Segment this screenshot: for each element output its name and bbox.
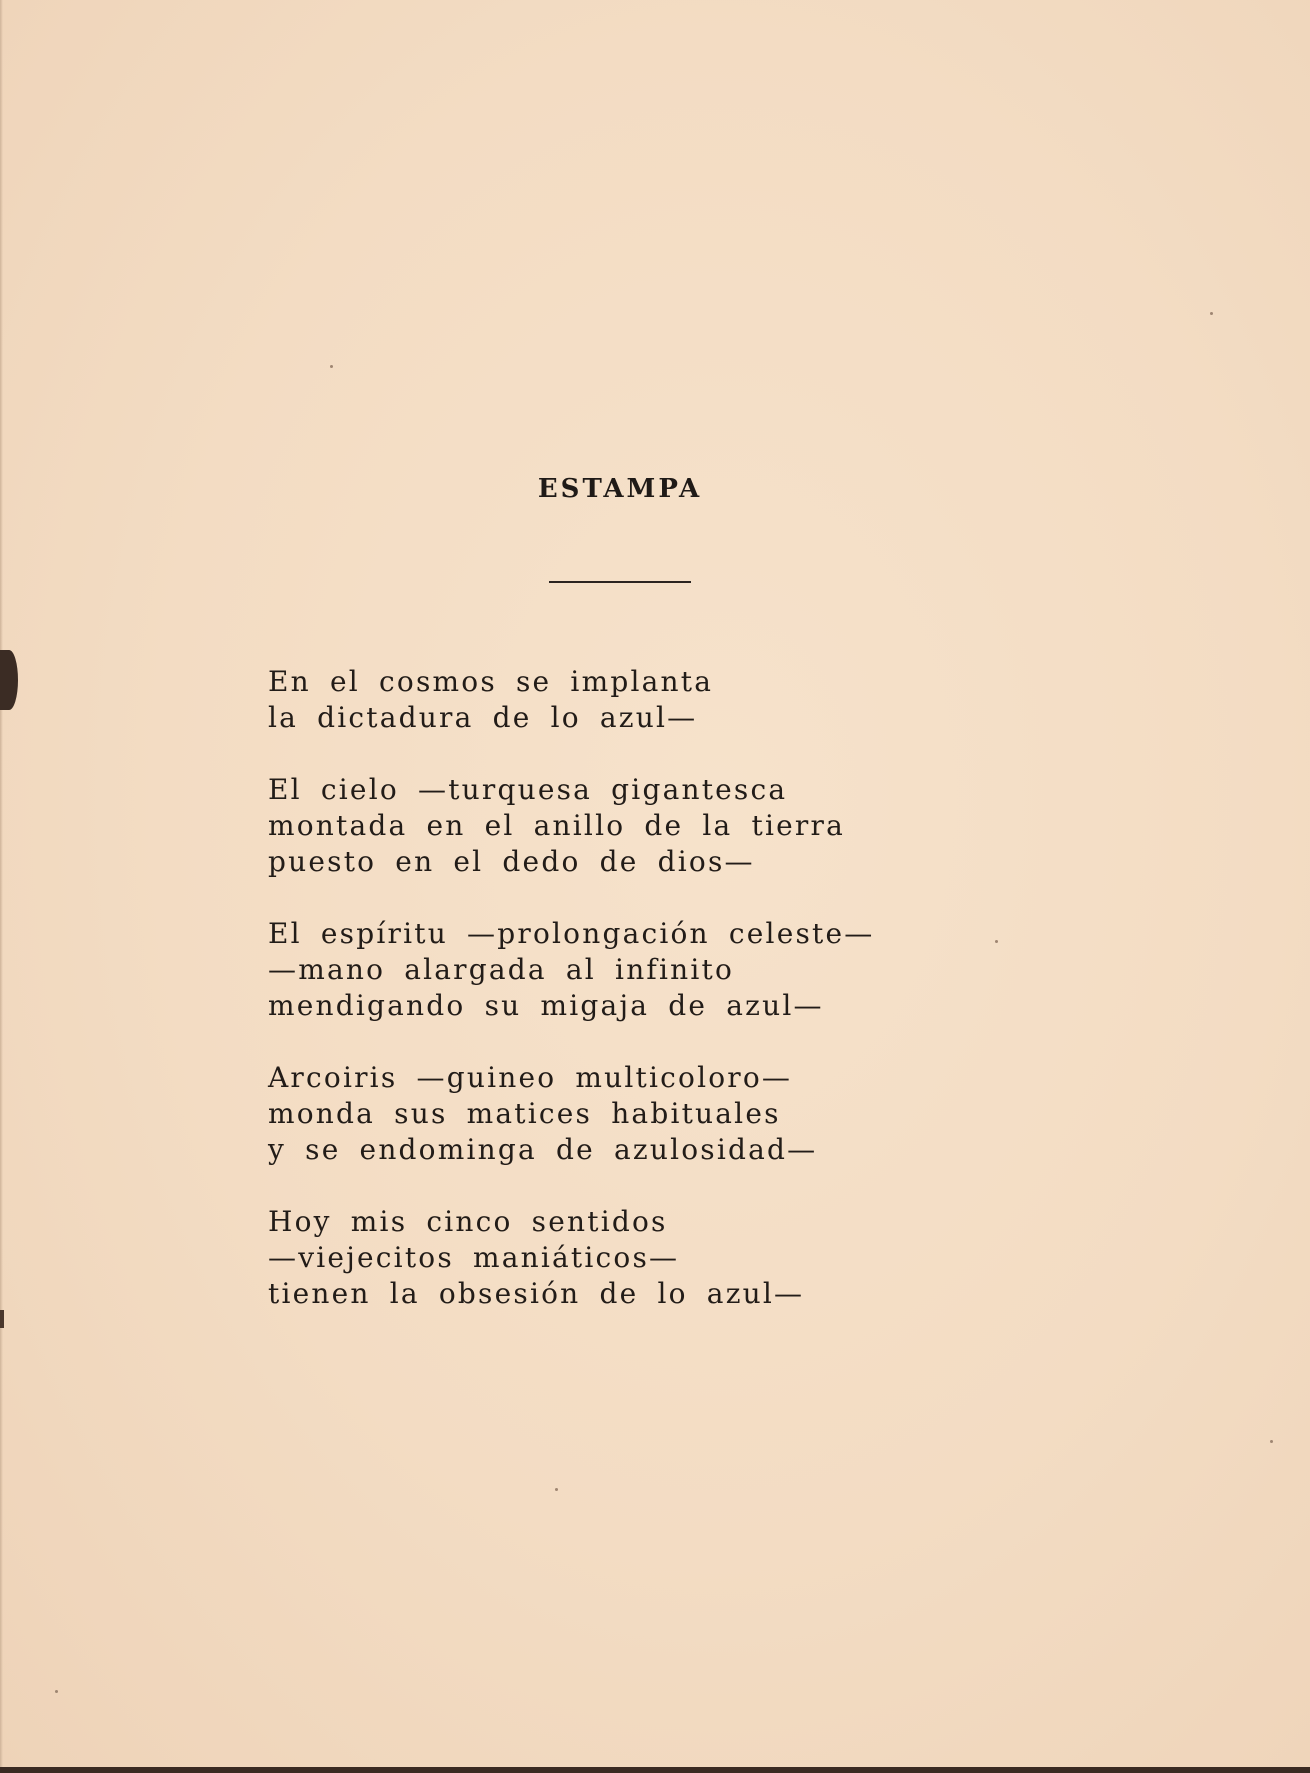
page-edge-shadow — [0, 0, 3, 1773]
poem-line: El espíritu —prolongación celeste— — [268, 917, 875, 950]
poem-line: tienen la obsesión de lo azul— — [268, 1277, 805, 1310]
stanza — [268, 1060, 1248, 1168]
poem-line: —viejecitos maniáticos— — [268, 1241, 680, 1274]
paper-speck — [1270, 1440, 1273, 1443]
poem-line: montada en el anillo de la tierra — [268, 809, 845, 842]
poem-line: y se endominga de azulosidad— — [268, 1133, 818, 1166]
poem-line: Arcoiris —guineo multicoloro— — [268, 1061, 793, 1094]
ink-mark — [0, 1310, 4, 1328]
poem-line: mendigando su migaja de azul— — [268, 989, 824, 1022]
poem-line: El cielo —turquesa gigantesca — [268, 773, 788, 806]
paper-speck — [555, 1488, 558, 1491]
poem-line: la dictadura de lo azul— — [268, 701, 698, 734]
poem-body — [268, 664, 1248, 1348]
paper-speck — [55, 1690, 58, 1693]
poem-line: —mano alargada al infinito — [268, 953, 735, 986]
stanza — [268, 772, 1248, 880]
poem-line: Hoy mis cinco sentidos — [268, 1205, 668, 1238]
stanza — [268, 1204, 1248, 1312]
paper-speck — [1210, 312, 1213, 315]
stanza — [268, 916, 1248, 1024]
stanza — [268, 664, 1248, 736]
ink-blot — [0, 650, 18, 710]
page-title: ESTAMPA — [537, 474, 703, 504]
paper-speck — [330, 365, 333, 368]
title-divider — [549, 581, 691, 583]
poem-line: puesto en el dedo de dios— — [268, 845, 755, 878]
poem-line: En el cosmos se implanta — [268, 665, 714, 698]
page-bottom-edge — [0, 1767, 1310, 1773]
poem-line: monda sus matices habituales — [268, 1097, 781, 1130]
